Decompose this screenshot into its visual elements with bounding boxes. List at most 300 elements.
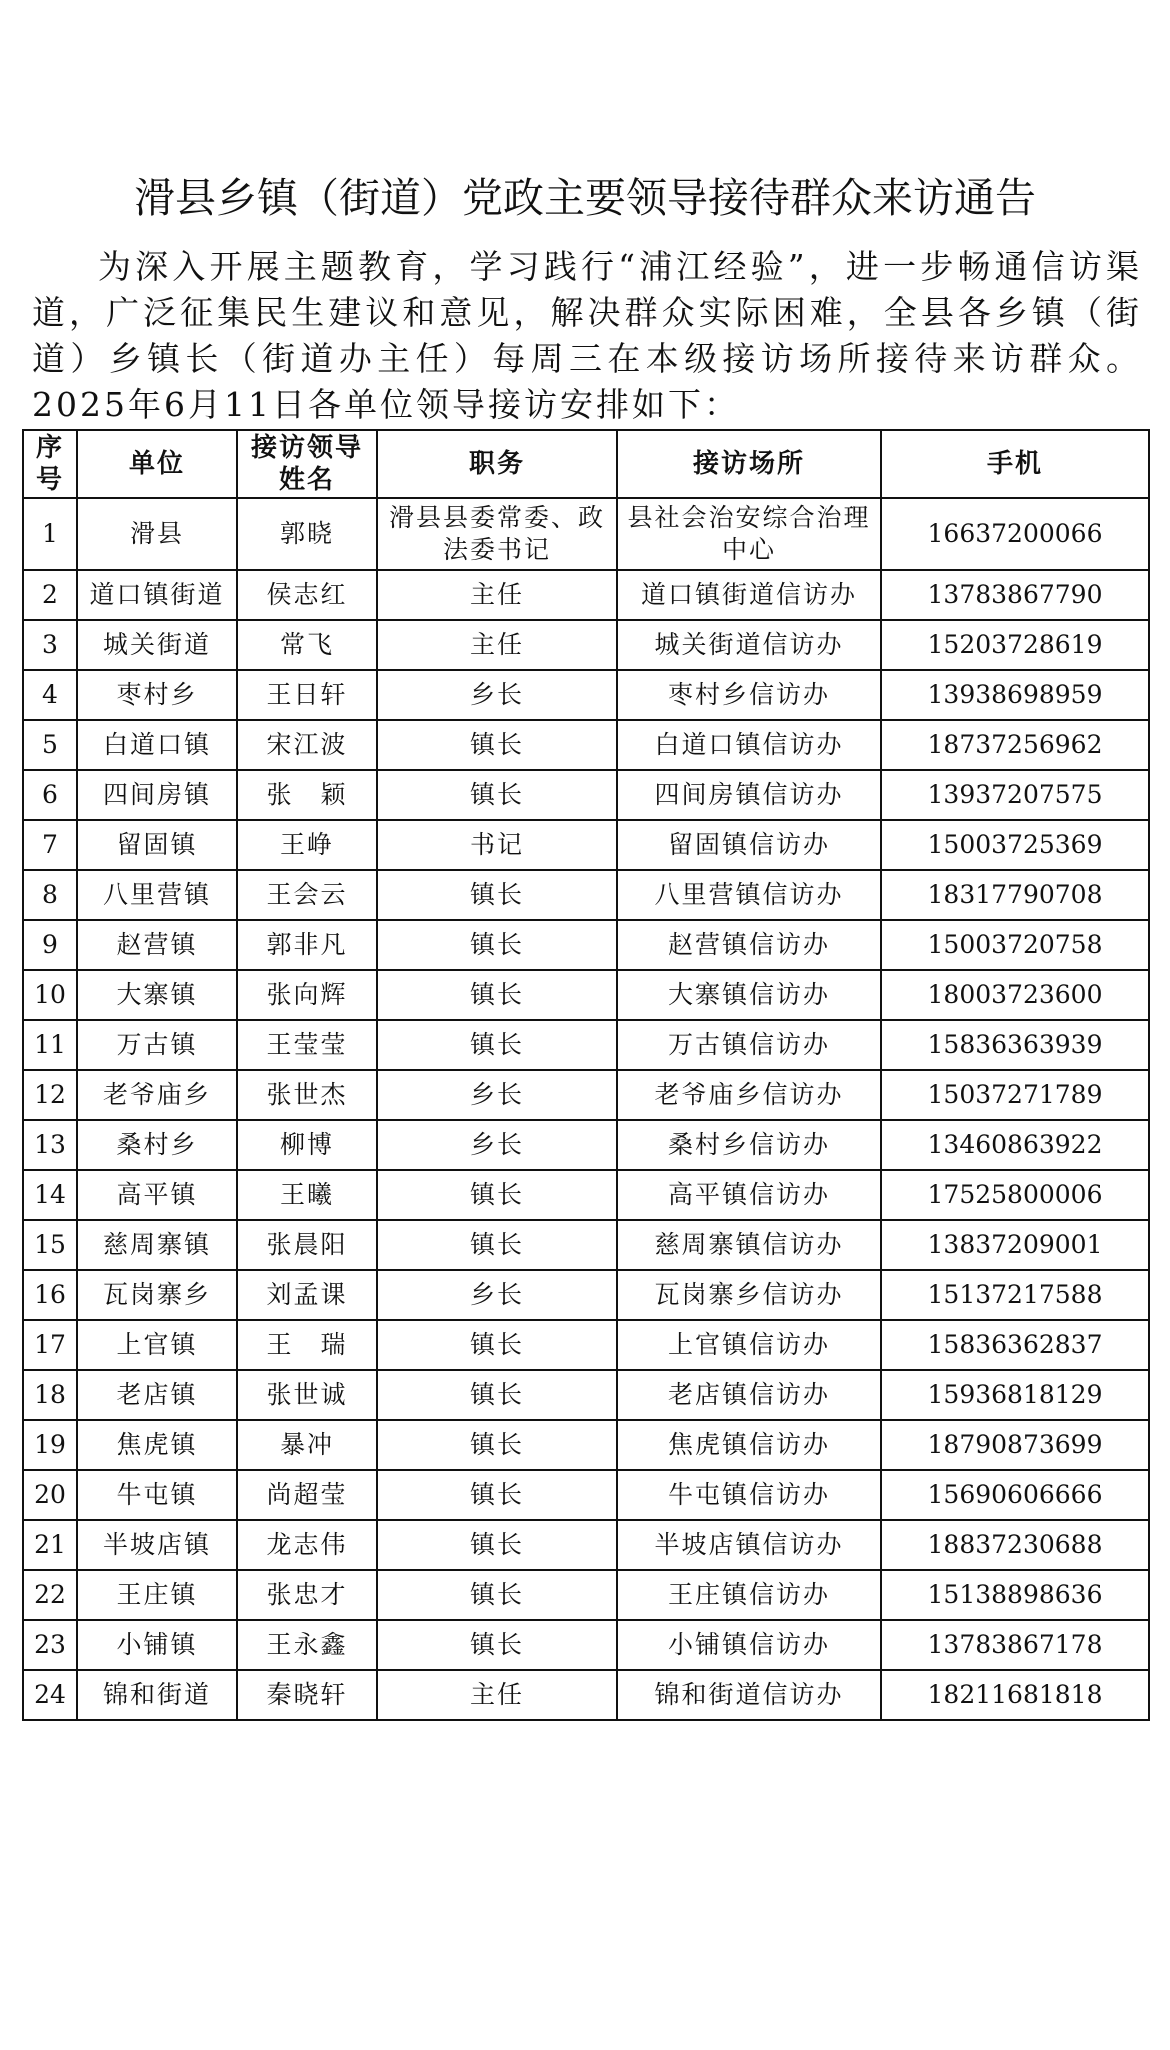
table-row — [23, 1070, 1149, 1120]
cell-place — [617, 1570, 881, 1620]
cell-position-text: 镇长 — [469, 1330, 524, 1359]
cell-place-text: 赵营镇信访办 — [667, 930, 830, 959]
cell-index-text: 1 — [42, 519, 58, 548]
cell-index-text: 3 — [42, 630, 58, 659]
cell-leader — [237, 1470, 377, 1520]
header-position — [377, 430, 617, 498]
header-phone — [881, 430, 1149, 498]
cell-phone — [881, 1120, 1149, 1170]
cell-leader-text: 宋江波 — [266, 730, 348, 759]
cell-place — [617, 1620, 881, 1670]
cell-leader — [237, 1370, 377, 1420]
cell-unit — [77, 770, 237, 820]
header-index-label: 序号 — [35, 433, 64, 495]
cell-phone — [881, 1470, 1149, 1520]
cell-unit-text: 道口镇街道 — [89, 580, 225, 609]
cell-position-text: 镇长 — [469, 1380, 524, 1409]
cell-phone-text: 15138898636 — [927, 1580, 1103, 1609]
cell-leader-text: 张世杰 — [266, 1080, 348, 1109]
cell-leader-text: 王永鑫 — [266, 1630, 348, 1659]
cell-unit — [77, 720, 237, 770]
cell-leader-text: 张向辉 — [266, 980, 348, 1009]
cell-position — [377, 1120, 617, 1170]
cell-unit-text: 滑县 — [129, 519, 184, 548]
table-row — [23, 770, 1149, 820]
cell-leader-text: 尚超莹 — [266, 1480, 348, 1509]
cell-position-text: 镇长 — [469, 1030, 524, 1059]
cell-leader — [237, 1070, 377, 1120]
cell-phone-text: 15003720758 — [927, 930, 1103, 959]
cell-leader-text: 刘孟课 — [266, 1280, 348, 1309]
cell-unit — [77, 1220, 237, 1270]
cell-unit-text: 老爷庙乡 — [102, 1080, 211, 1109]
cell-leader-text: 王会云 — [266, 880, 348, 909]
cell-position-text: 镇长 — [469, 1480, 524, 1509]
cell-phone-text: 15137217588 — [927, 1280, 1103, 1309]
cell-unit-text: 半坡店镇 — [102, 1530, 211, 1559]
cell-phone-text: 15936818129 — [927, 1380, 1103, 1409]
cell-leader — [237, 970, 377, 1020]
cell-phone — [881, 670, 1149, 720]
cell-index-text: 2 — [42, 580, 58, 609]
table-row — [23, 1020, 1149, 1070]
cell-index-text: 24 — [34, 1680, 66, 1709]
cell-place — [617, 1370, 881, 1420]
cell-unit-text: 上官镇 — [116, 1330, 198, 1359]
table-row — [23, 1570, 1149, 1620]
cell-leader — [237, 770, 377, 820]
cell-phone — [881, 1320, 1149, 1370]
cell-place-text: 王庄镇信访办 — [667, 1580, 830, 1609]
cell-index — [23, 1420, 77, 1470]
table-row — [23, 1270, 1149, 1320]
cell-index-text: 9 — [42, 930, 58, 959]
table-row — [23, 1170, 1149, 1220]
cell-unit-text: 四间房镇 — [102, 780, 211, 809]
cell-index-text: 11 — [34, 1030, 66, 1059]
cell-leader — [237, 1570, 377, 1620]
cell-place-text: 万古镇信访办 — [667, 1030, 830, 1059]
cell-leader-text: 张世诚 — [266, 1380, 348, 1409]
cell-index — [23, 1120, 77, 1170]
cell-phone — [881, 620, 1149, 670]
cell-index-text: 4 — [42, 680, 58, 709]
cell-phone-text: 13938698959 — [927, 680, 1103, 709]
cell-index — [23, 1220, 77, 1270]
header-leader — [237, 430, 377, 498]
cell-index-text: 16 — [34, 1280, 66, 1309]
cell-position — [377, 1170, 617, 1220]
header-index — [23, 430, 77, 498]
cell-leader — [237, 1420, 377, 1470]
cell-leader-text: 秦晓轩 — [266, 1680, 348, 1709]
cell-place — [617, 720, 881, 770]
cell-phone-text: 18003723600 — [927, 980, 1103, 1009]
cell-place — [617, 1320, 881, 1370]
cell-leader — [237, 1220, 377, 1270]
cell-place — [617, 570, 881, 620]
cell-position-text: 主任 — [469, 630, 524, 659]
cell-position — [377, 770, 617, 820]
cell-unit — [77, 1020, 237, 1070]
cell-position-text: 镇长 — [469, 880, 524, 909]
cell-position-text: 镇长 — [469, 1180, 524, 1209]
cell-unit — [77, 1420, 237, 1470]
cell-index-text: 13 — [34, 1130, 66, 1159]
header-phone-label: 手机 — [986, 449, 1043, 479]
cell-place-text: 大寨镇信访办 — [667, 980, 830, 1009]
cell-position-text: 镇长 — [469, 1630, 524, 1659]
cell-phone-text: 15836363939 — [927, 1030, 1103, 1059]
cell-phone — [881, 498, 1149, 570]
cell-index — [23, 770, 77, 820]
cell-unit-text: 王庄镇 — [116, 1580, 198, 1609]
cell-place-text: 半坡店镇信访办 — [654, 1530, 844, 1559]
header-position-label: 职务 — [468, 449, 525, 479]
cell-position-text: 镇长 — [469, 980, 524, 1009]
cell-unit-text: 老店镇 — [116, 1380, 198, 1409]
cell-index — [23, 1170, 77, 1220]
cell-position-text: 滑县县委常委、政法委书记 — [388, 503, 605, 564]
cell-unit — [77, 1120, 237, 1170]
cell-place — [617, 970, 881, 1020]
table-row — [23, 670, 1149, 720]
cell-index-text: 10 — [34, 980, 66, 1009]
cell-phone-text: 13937207575 — [927, 780, 1103, 809]
cell-unit — [77, 1470, 237, 1520]
cell-phone-text: 16637200066 — [927, 519, 1103, 548]
cell-position-text: 乡长 — [469, 1080, 524, 1109]
cell-place — [617, 1170, 881, 1220]
table-body — [23, 498, 1149, 1720]
cell-position — [377, 1620, 617, 1670]
cell-place-text: 小铺镇信访办 — [667, 1630, 830, 1659]
cell-place-text: 瓦岗寨乡信访办 — [654, 1280, 844, 1309]
cell-unit — [77, 498, 237, 570]
cell-index-text: 21 — [34, 1530, 66, 1559]
cell-phone-text: 18211681818 — [927, 1680, 1103, 1709]
cell-position — [377, 1320, 617, 1370]
cell-place — [617, 1670, 881, 1720]
cell-leader-text: 王日轩 — [266, 680, 348, 709]
cell-index — [23, 820, 77, 870]
cell-unit-text: 万古镇 — [116, 1030, 198, 1059]
cell-unit-text: 大寨镇 — [116, 980, 198, 1009]
cell-unit — [77, 670, 237, 720]
cell-leader-text: 龙志伟 — [266, 1530, 348, 1559]
cell-phone-text: 18837230688 — [927, 1530, 1103, 1559]
cell-phone — [881, 720, 1149, 770]
cell-leader-text: 王莹莹 — [266, 1030, 348, 1059]
cell-leader-text: 郭非凡 — [266, 930, 348, 959]
cell-place — [617, 1270, 881, 1320]
cell-place-text: 县社会治安综合治理中心 — [627, 503, 871, 564]
cell-phone — [881, 1570, 1149, 1620]
cell-index-text: 15 — [34, 1230, 66, 1259]
cell-position — [377, 1570, 617, 1620]
cell-index-text: 22 — [34, 1580, 66, 1609]
cell-phone — [881, 570, 1149, 620]
cell-index — [23, 720, 77, 770]
cell-unit-text: 城关街道 — [102, 630, 211, 659]
cell-position — [377, 920, 617, 970]
cell-leader — [237, 1320, 377, 1370]
cell-unit-text: 桑村乡 — [116, 1130, 198, 1159]
cell-leader-text: 郭晓 — [279, 519, 334, 548]
cell-index-text: 6 — [42, 780, 58, 809]
cell-position-text: 书记 — [469, 830, 524, 859]
cell-phone-text: 15003725369 — [927, 830, 1103, 859]
cell-position-text: 主任 — [469, 580, 524, 609]
table-row — [23, 1320, 1149, 1370]
cell-index — [23, 1670, 77, 1720]
cell-leader — [237, 1170, 377, 1220]
cell-unit — [77, 1170, 237, 1220]
table-row — [23, 1220, 1149, 1270]
header-unit — [77, 430, 237, 498]
cell-leader-text: 暴冲 — [279, 1430, 334, 1459]
cell-place — [617, 920, 881, 970]
cell-index — [23, 1320, 77, 1370]
cell-place-text: 八里营镇信访办 — [654, 880, 844, 909]
table-row — [23, 720, 1149, 770]
cell-index-text: 14 — [34, 1180, 66, 1209]
cell-index-text: 23 — [34, 1630, 66, 1659]
cell-phone — [881, 1670, 1149, 1720]
table-row — [23, 1120, 1149, 1170]
cell-unit — [77, 1370, 237, 1420]
cell-place-text: 桑村乡信访办 — [667, 1130, 830, 1159]
cell-place — [617, 620, 881, 670]
intro-paragraph: 为深入开展主题教育，学习践行“浦江经验”，进一步畅通信访渠道，广泛征集民生建议和意见，解决群众实际困难，全县各乡镇（街道）乡镇长（街道办主任）每周三在本级接访场所接待来访群众。2025年6月11日各单位领导接访安排如下： — [32, 247, 1142, 424]
cell-place — [617, 770, 881, 820]
cell-place-text: 留固镇信访办 — [667, 830, 830, 859]
cell-unit — [77, 970, 237, 1020]
cell-position — [377, 820, 617, 870]
cell-phone — [881, 1520, 1149, 1570]
cell-unit — [77, 570, 237, 620]
cell-unit — [77, 1520, 237, 1570]
cell-leader — [237, 1270, 377, 1320]
cell-place — [617, 1470, 881, 1520]
cell-phone — [881, 920, 1149, 970]
cell-unit — [77, 870, 237, 920]
cell-phone-text: 15037271789 — [927, 1080, 1103, 1109]
cell-position-text: 镇长 — [469, 730, 524, 759]
cell-index-text: 18 — [34, 1380, 66, 1409]
cell-index-text: 19 — [34, 1430, 66, 1459]
table-row — [23, 870, 1149, 920]
cell-phone — [881, 1370, 1149, 1420]
table-row — [23, 1470, 1149, 1520]
cell-phone — [881, 970, 1149, 1020]
cell-leader — [237, 920, 377, 970]
cell-leader-text: 常飞 — [279, 630, 334, 659]
cell-phone-text: 15836362837 — [927, 1330, 1103, 1359]
cell-unit-text: 白道口镇 — [102, 730, 211, 759]
cell-position-text: 乡长 — [469, 1280, 524, 1309]
cell-place-text: 白道口镇信访办 — [654, 730, 844, 759]
cell-index — [23, 870, 77, 920]
cell-index — [23, 670, 77, 720]
table-row — [23, 1670, 1149, 1720]
cell-phone — [881, 1220, 1149, 1270]
cell-unit — [77, 1620, 237, 1670]
cell-position — [377, 498, 617, 570]
cell-leader — [237, 1120, 377, 1170]
cell-phone — [881, 1020, 1149, 1070]
cell-position — [377, 970, 617, 1020]
cell-unit — [77, 1270, 237, 1320]
cell-leader — [237, 720, 377, 770]
cell-position — [377, 1370, 617, 1420]
cell-leader-text: 侯志红 — [266, 580, 348, 609]
table-header-row — [23, 430, 1149, 498]
cell-unit — [77, 920, 237, 970]
cell-position — [377, 1520, 617, 1570]
cell-leader-text: 王 瑞 — [266, 1330, 348, 1359]
cell-phone — [881, 1070, 1149, 1120]
cell-phone — [881, 1170, 1149, 1220]
cell-phone-text: 18790873699 — [927, 1430, 1103, 1459]
cell-unit-text: 锦和街道 — [102, 1680, 211, 1709]
table-row — [23, 820, 1149, 870]
cell-phone — [881, 820, 1149, 870]
table-row — [23, 920, 1149, 970]
header-place — [617, 430, 881, 498]
cell-leader — [237, 620, 377, 670]
table-row — [23, 1370, 1149, 1420]
cell-leader — [237, 1620, 377, 1670]
cell-phone-text: 17525800006 — [927, 1180, 1103, 1209]
cell-index — [23, 970, 77, 1020]
cell-index — [23, 1620, 77, 1670]
cell-place — [617, 1120, 881, 1170]
cell-place-text: 上官镇信访办 — [667, 1330, 830, 1359]
cell-position — [377, 1070, 617, 1120]
cell-unit-text: 小铺镇 — [116, 1630, 198, 1659]
cell-phone-text: 18737256962 — [927, 730, 1103, 759]
cell-leader — [237, 570, 377, 620]
cell-position — [377, 870, 617, 920]
cell-index-text: 17 — [34, 1330, 66, 1359]
cell-index — [23, 1270, 77, 1320]
table-row — [23, 1620, 1149, 1670]
cell-position-text: 镇长 — [469, 1530, 524, 1559]
cell-phone-text: 15690606666 — [927, 1480, 1103, 1509]
cell-leader-text: 王曦 — [279, 1180, 334, 1209]
cell-place-text: 牛屯镇信访办 — [667, 1480, 830, 1509]
table-row — [23, 570, 1149, 620]
cell-position — [377, 620, 617, 670]
cell-place-text: 道口镇街道信访办 — [640, 580, 857, 609]
cell-place — [617, 1020, 881, 1070]
cell-place-text: 焦虎镇信访办 — [667, 1430, 830, 1459]
cell-phone — [881, 770, 1149, 820]
cell-place — [617, 870, 881, 920]
cell-index-text: 20 — [34, 1480, 66, 1509]
cell-leader-text: 张 颖 — [266, 780, 348, 809]
cell-position — [377, 570, 617, 620]
table-row — [23, 498, 1149, 570]
cell-position — [377, 670, 617, 720]
cell-leader-text: 张忠才 — [266, 1580, 348, 1609]
cell-phone-text: 13460863922 — [927, 1130, 1103, 1159]
cell-index — [23, 1570, 77, 1620]
cell-unit — [77, 1570, 237, 1620]
header-leader-label: 接访领导姓名 — [250, 433, 363, 495]
cell-position — [377, 1470, 617, 1520]
cell-position — [377, 1220, 617, 1270]
cell-phone — [881, 1270, 1149, 1320]
cell-leader — [237, 870, 377, 920]
cell-place — [617, 498, 881, 570]
cell-unit — [77, 1670, 237, 1720]
cell-index — [23, 1070, 77, 1120]
cell-leader — [237, 1520, 377, 1570]
cell-position — [377, 1670, 617, 1720]
cell-phone-text: 18317790708 — [927, 880, 1103, 909]
cell-place-text: 老爷庙乡信访办 — [654, 1080, 844, 1109]
cell-leader — [237, 670, 377, 720]
cell-position-text: 镇长 — [469, 780, 524, 809]
cell-position-text: 乡长 — [469, 680, 524, 709]
cell-place — [617, 820, 881, 870]
cell-position — [377, 1020, 617, 1070]
cell-place-text: 枣村乡信访办 — [667, 680, 830, 709]
cell-position — [377, 1270, 617, 1320]
cell-place-text: 老店镇信访办 — [667, 1380, 830, 1409]
reception-schedule-table — [22, 429, 1150, 1721]
cell-phone-text: 13837209001 — [927, 1230, 1103, 1259]
header-place-label: 接访场所 — [692, 449, 805, 479]
cell-phone-text: 15203728619 — [927, 630, 1103, 659]
table-row — [23, 1420, 1149, 1470]
table-row — [23, 620, 1149, 670]
cell-leader-text: 王峥 — [279, 830, 334, 859]
page-title: 滑县乡镇（街道）党政主要领导接待群众来访通告 — [134, 174, 1036, 222]
cell-position-text: 镇长 — [469, 1430, 524, 1459]
cell-index-text: 5 — [42, 730, 58, 759]
cell-leader — [237, 820, 377, 870]
cell-position-text: 镇长 — [469, 930, 524, 959]
cell-unit — [77, 620, 237, 670]
cell-position-text: 镇长 — [469, 1580, 524, 1609]
cell-unit-text: 慈周寨镇 — [102, 1230, 211, 1259]
cell-index — [23, 498, 77, 570]
cell-unit-text: 八里营镇 — [102, 880, 211, 909]
cell-unit-text: 牛屯镇 — [116, 1480, 198, 1509]
cell-unit-text: 焦虎镇 — [116, 1430, 198, 1459]
cell-place-text: 锦和街道信访办 — [654, 1680, 844, 1709]
cell-position — [377, 720, 617, 770]
cell-index-text: 7 — [42, 830, 58, 859]
cell-position-text: 镇长 — [469, 1230, 524, 1259]
cell-unit — [77, 1070, 237, 1120]
cell-index — [23, 920, 77, 970]
cell-index — [23, 1020, 77, 1070]
cell-position-text: 主任 — [469, 1680, 524, 1709]
cell-index — [23, 1370, 77, 1420]
cell-position-text: 乡长 — [469, 1130, 524, 1159]
table-row — [23, 1520, 1149, 1570]
cell-leader — [237, 1020, 377, 1070]
cell-index — [23, 620, 77, 670]
cell-unit — [77, 820, 237, 870]
cell-index-text: 8 — [42, 880, 58, 909]
cell-index — [23, 1470, 77, 1520]
cell-leader — [237, 1670, 377, 1720]
